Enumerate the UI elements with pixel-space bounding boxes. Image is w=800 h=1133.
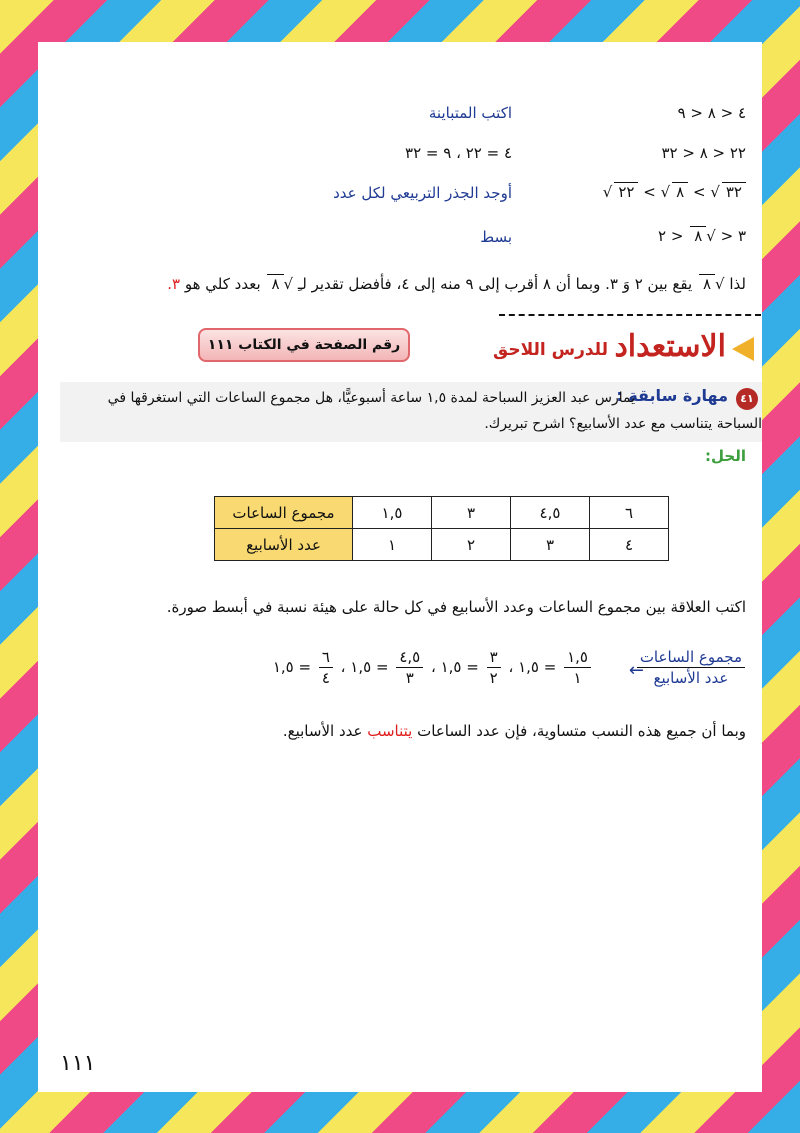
table-cell: ١,٥ <box>353 497 432 529</box>
table-row-header: عدد الأسابيع <box>215 529 353 561</box>
instruction-simplify: بسط <box>480 228 512 246</box>
worksheet-page <box>38 42 762 1092</box>
ratio-definition <box>634 647 748 688</box>
final-statement: وبما أن جميع هذه النسب متساوية، فإن عدد الساعات يتناسب عدد الأسابيع. <box>282 722 746 740</box>
banner-title: الاستعداد <box>614 329 726 364</box>
skill-label: مهارة سابقة : <box>616 386 728 405</box>
banner-subtitle: للدرس اللاحق <box>493 340 608 360</box>
table-row <box>215 497 669 529</box>
table-cell: ٣ <box>432 497 511 529</box>
table-cell: ٤,٥ <box>511 497 590 529</box>
inequality-line-1 <box>678 104 746 122</box>
ratio-fraction: $\frac{٦}{٤}$ <box>319 647 333 688</box>
ratio-fraction: $\frac{٤,٥}{٣}$ <box>396 647 423 688</box>
solution-label: الحل: <box>705 447 746 465</box>
table-row-header: مجموع الساعات <box>215 497 353 529</box>
book-page-reference: رقم الصفحة في الكتاب ١١١ <box>198 328 410 362</box>
question-text-line-2: السباحة يتناسب مع عدد الأسابيع؟ اشرح تبريرك. <box>484 416 762 432</box>
simplified-inequality: ٣ < √٨ < ٢ <box>658 227 746 245</box>
root-inequality: √ ٢٢ < √ ٨ < √ ٣٢ <box>603 182 746 201</box>
table-cell: ٤ <box>590 529 669 561</box>
question-number-badge: ٤١ <box>736 388 758 410</box>
ratio-equations: $\frac{١,٥}{١}$ = ١,٥ ، $\frac{٣}{٢}$ = ١,٥ ، $\frac{٤,٥}{٣}$ = ١,٥ ، $\frac{٦}{٤}$ = ١,٥ <box>273 647 594 688</box>
table-cell: ١ <box>353 529 432 561</box>
ratio-instruction: اكتب العلاقة بين مجموع الساعات وعدد الأسابيع في كل حالة على هيئة نسبة في أبسط صورة. <box>166 598 746 616</box>
page-number: ١١١ <box>60 1051 96 1076</box>
instruction-find-root: أوجد الجذر التربيعي لكل عدد <box>333 184 512 202</box>
ratio-fraction: $\frac{٣}{٢}$ <box>487 647 501 688</box>
triangle-icon <box>732 337 754 361</box>
ratio-fraction: $\frac{١,٥}{١}$ <box>564 647 591 688</box>
table-row <box>215 529 669 561</box>
ratio-label-fraction: $\frac{\text{مجموع الساعات}}{\text{عدد الأسابيع}}$ <box>637 647 745 688</box>
squares-line: ٤ = ٢٢ ، ٩ = ٣٢ <box>405 144 512 162</box>
section-divider <box>499 314 761 316</box>
instruction-write-inequality: اكتب المتباينة <box>428 104 512 122</box>
arrow-left-icon: ← <box>628 660 644 681</box>
data-table <box>214 496 669 561</box>
question-text-line-1: يمارس عبد العزيز السباحة لمدة ١,٥ ساعة أسبوعيًّا، هل مجموع الساعات التي استغرقها في <box>107 390 635 406</box>
table-cell: ٦ <box>590 497 669 529</box>
conclusion-text: لذا √٨ يقع بين ٢ وَ ٣. وبما أن ٨ أقرب إلى ٩ منه إلى ٤، فأفضل تقدير لـِ √٨ بعدد كلي هو ٣. <box>167 275 746 293</box>
table-cell: ٣ <box>511 529 590 561</box>
table-cell: ٢ <box>432 529 511 561</box>
inequality-line-2: ٢٢ < ٨ < ٣٢ <box>661 144 746 162</box>
inequality-1: ٤ < ٨ < ٩ <box>677 104 746 122</box>
